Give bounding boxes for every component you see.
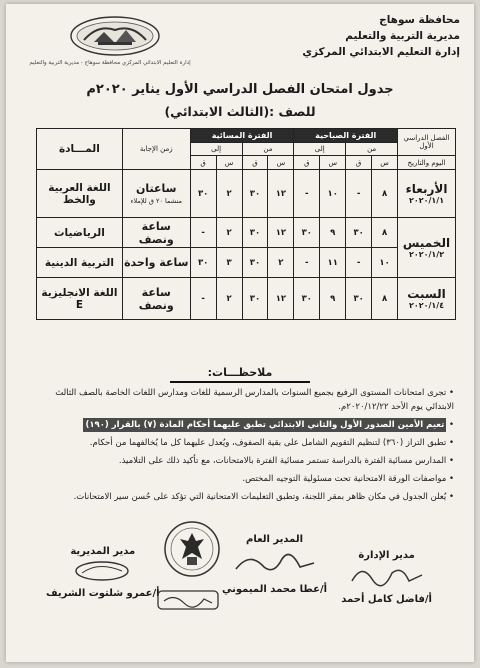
note-item: • مواصفات الورقة الامتحانية تحت مسئولية التوجيه المختص.: [26, 472, 454, 486]
eagle-emblem-icon: [162, 519, 222, 579]
morning-from-minute: ٣٠: [346, 278, 372, 320]
date-label: ٢٠٢٠/١/٤: [408, 301, 445, 310]
day-date-cell: [398, 170, 456, 218]
admin-name: أ/فاضل كامل أحمد: [341, 594, 432, 605]
table-row: [37, 218, 456, 248]
day-date-cell: [398, 278, 456, 320]
signature-gm: [222, 534, 327, 595]
morning-to-header: إلى: [294, 143, 346, 156]
notes-list: [26, 386, 454, 508]
evening-from-minute: ٣٠: [242, 218, 268, 248]
unit-minute: ق: [294, 156, 320, 170]
evening-from-hour: ١٢: [268, 218, 294, 248]
morning-to-minute: ٣٠: [294, 218, 320, 248]
morning-to-minute: ٣٠: [294, 278, 320, 320]
gm-title: المدير العام: [246, 534, 304, 545]
logo-caption: إدارة التعليم الابتدائي المركزي محافظة سوهاج - مديرية التربية والتعليم: [29, 60, 191, 66]
evening-to-hour: ٢: [216, 170, 242, 218]
document-subtitle: للصف :(الثالث الابتدائي): [164, 104, 316, 119]
morning-to-hour: ١٠: [320, 170, 346, 218]
evening-from-hour: ٢: [268, 248, 294, 278]
morning-period-header: الفترة الصباحية: [294, 129, 398, 143]
morning-from-hour: ٨: [372, 170, 398, 218]
evening-from-hour: ١٢: [268, 278, 294, 320]
duration-cell: ساعة ونصف: [122, 278, 190, 320]
duration-cell: ساعة ونصف: [122, 218, 190, 248]
department-label: إدارة التعليم الابتدائي المركزي: [302, 46, 460, 58]
morning-from-hour: ٨: [372, 218, 398, 248]
morning-from-header: من: [346, 143, 398, 156]
day-label: الخميس: [402, 236, 451, 250]
document-title: جدول امتحان الفصل الدراسي الأول يناير ٢٠٢٠م: [86, 82, 394, 97]
document-content: [6, 4, 474, 662]
unit-hour: س: [268, 156, 294, 170]
morning-from-minute: -: [346, 170, 372, 218]
morning-from-hour: ١٠: [372, 248, 398, 278]
signature-admin: [341, 550, 432, 605]
duration-cell: [122, 170, 190, 218]
note-item: [26, 418, 454, 432]
day-date-header: اليوم والتاريخ: [398, 156, 456, 170]
admin-title: مدير الإدارة: [358, 550, 415, 561]
evening-period-header: الفترة المسائية: [190, 129, 294, 143]
note-highlight: تعيم الأمين الصدور الأول والثاني الابتدائي تطبق عليهما أحكام المادة (٧) بالقرار (١٩٠): [85, 420, 445, 430]
evening-to-minute: -: [190, 218, 216, 248]
evening-from-hour: ١٢: [268, 170, 294, 218]
table-row: [37, 170, 456, 218]
morning-from-minute: ٣٠: [346, 218, 372, 248]
date-label: ٢٠٢٠/١/١: [408, 196, 445, 205]
unit-hour: س: [320, 156, 346, 170]
note-item: • تطبق التراز (٣٦٠) لتنظيم التقويم الشامل على بقية الصفوف، ويُعدل عليهما كل ما يُخالفهما من أحكام.: [26, 436, 454, 450]
table-row: [37, 248, 456, 278]
note-item: • تجرى امتحانات المستوى الرفيع بجميع السنوات بالمدارس الرسمية للغات ومدارس اللغات الخاصة بالصف الثالث الابتدائي يوم الأحد ٢٠٢٠/١٢/٢٢م.: [26, 386, 454, 414]
unit-minute: ق: [242, 156, 268, 170]
directorate-label: مديرية التربية والتعليم: [345, 30, 460, 42]
evening-from-minute: ٣٠: [242, 278, 268, 320]
gm-signature-scribble: [230, 545, 320, 581]
director-signature-scribble: [68, 557, 138, 585]
exam-schedule-table: [36, 128, 456, 320]
term-header: الفصل الدراسي الأول: [398, 129, 456, 156]
evening-to-minute: -: [190, 278, 216, 320]
evening-from-header: من: [242, 143, 294, 156]
morning-to-hour: ٩: [320, 278, 346, 320]
governorate-label: محافظة سوهاج: [379, 14, 460, 26]
unit-minute: ق: [346, 156, 372, 170]
director-name: أ/عمرو شلتوت الشريف: [46, 588, 160, 599]
subject-cell: التربية الدينية: [37, 248, 123, 278]
subject-header: المـــادة: [37, 129, 123, 170]
morning-from-hour: ٨: [372, 278, 398, 320]
morning-to-minute: -: [294, 170, 320, 218]
evening-to-minute: ٣٠: [190, 170, 216, 218]
subject-cell: اللغة الانجليزية E: [37, 278, 123, 320]
table-row: [37, 278, 456, 320]
gm-name: أ/عطا محمد الميموني: [222, 584, 328, 595]
duration-value: ساعتان: [136, 182, 177, 195]
morning-to-minute: -: [294, 248, 320, 278]
evening-from-minute: ٣٠: [242, 248, 268, 278]
unit-minute: ق: [190, 156, 216, 170]
unit-hour: س: [372, 156, 398, 170]
day-label: السبت: [407, 287, 446, 301]
subject-cell: الرياضيات: [37, 218, 123, 248]
office-stamp-icon: [156, 587, 220, 613]
date-label: ٢٠٢٠/١/٢: [408, 250, 445, 259]
note-item: • يُعلن الجدول في مكان ظاهر بمقر اللجنة، وتطبق التعليمات الامتحانية التي تؤكد على حُسن سير الامتحانات.: [26, 490, 454, 504]
day-date-cell: [398, 218, 456, 278]
subject-cell: اللغة العربية والخط: [37, 170, 123, 218]
signature-director: [46, 546, 160, 599]
morning-to-hour: ١١: [320, 248, 346, 278]
morning-from-minute: -: [346, 248, 372, 278]
evening-to-hour: ٣: [216, 248, 242, 278]
evening-to-minute: ٣٠: [190, 248, 216, 278]
ministry-logo: [68, 14, 162, 58]
duration-note: منشما ٢٠ ق للإملاء: [130, 197, 182, 205]
evening-to-header: إلى: [190, 143, 242, 156]
evening-from-minute: ٣٠: [242, 170, 268, 218]
evening-to-hour: ٢: [216, 278, 242, 320]
duration-cell: ساعة واحدة: [122, 248, 190, 278]
letterhead: [302, 12, 460, 60]
morning-to-hour: ٩: [320, 218, 346, 248]
admin-signature-scribble: [347, 561, 427, 591]
notes-title: ملاحظـــات:: [170, 365, 310, 383]
director-title: مدير المديرية: [70, 546, 136, 557]
note-item: • المدارس مسائية الفترة بالدراسة تستمر مسائية الفترة بالامتحانات، مع تأكيد ذلك على التلاميذ.: [26, 454, 454, 468]
day-label: الأربعاء: [405, 182, 448, 196]
duration-header: زمن الإجابة: [122, 129, 190, 170]
unit-hour: س: [216, 156, 242, 170]
document-sheet: [6, 4, 474, 662]
evening-to-hour: ٢: [216, 218, 242, 248]
